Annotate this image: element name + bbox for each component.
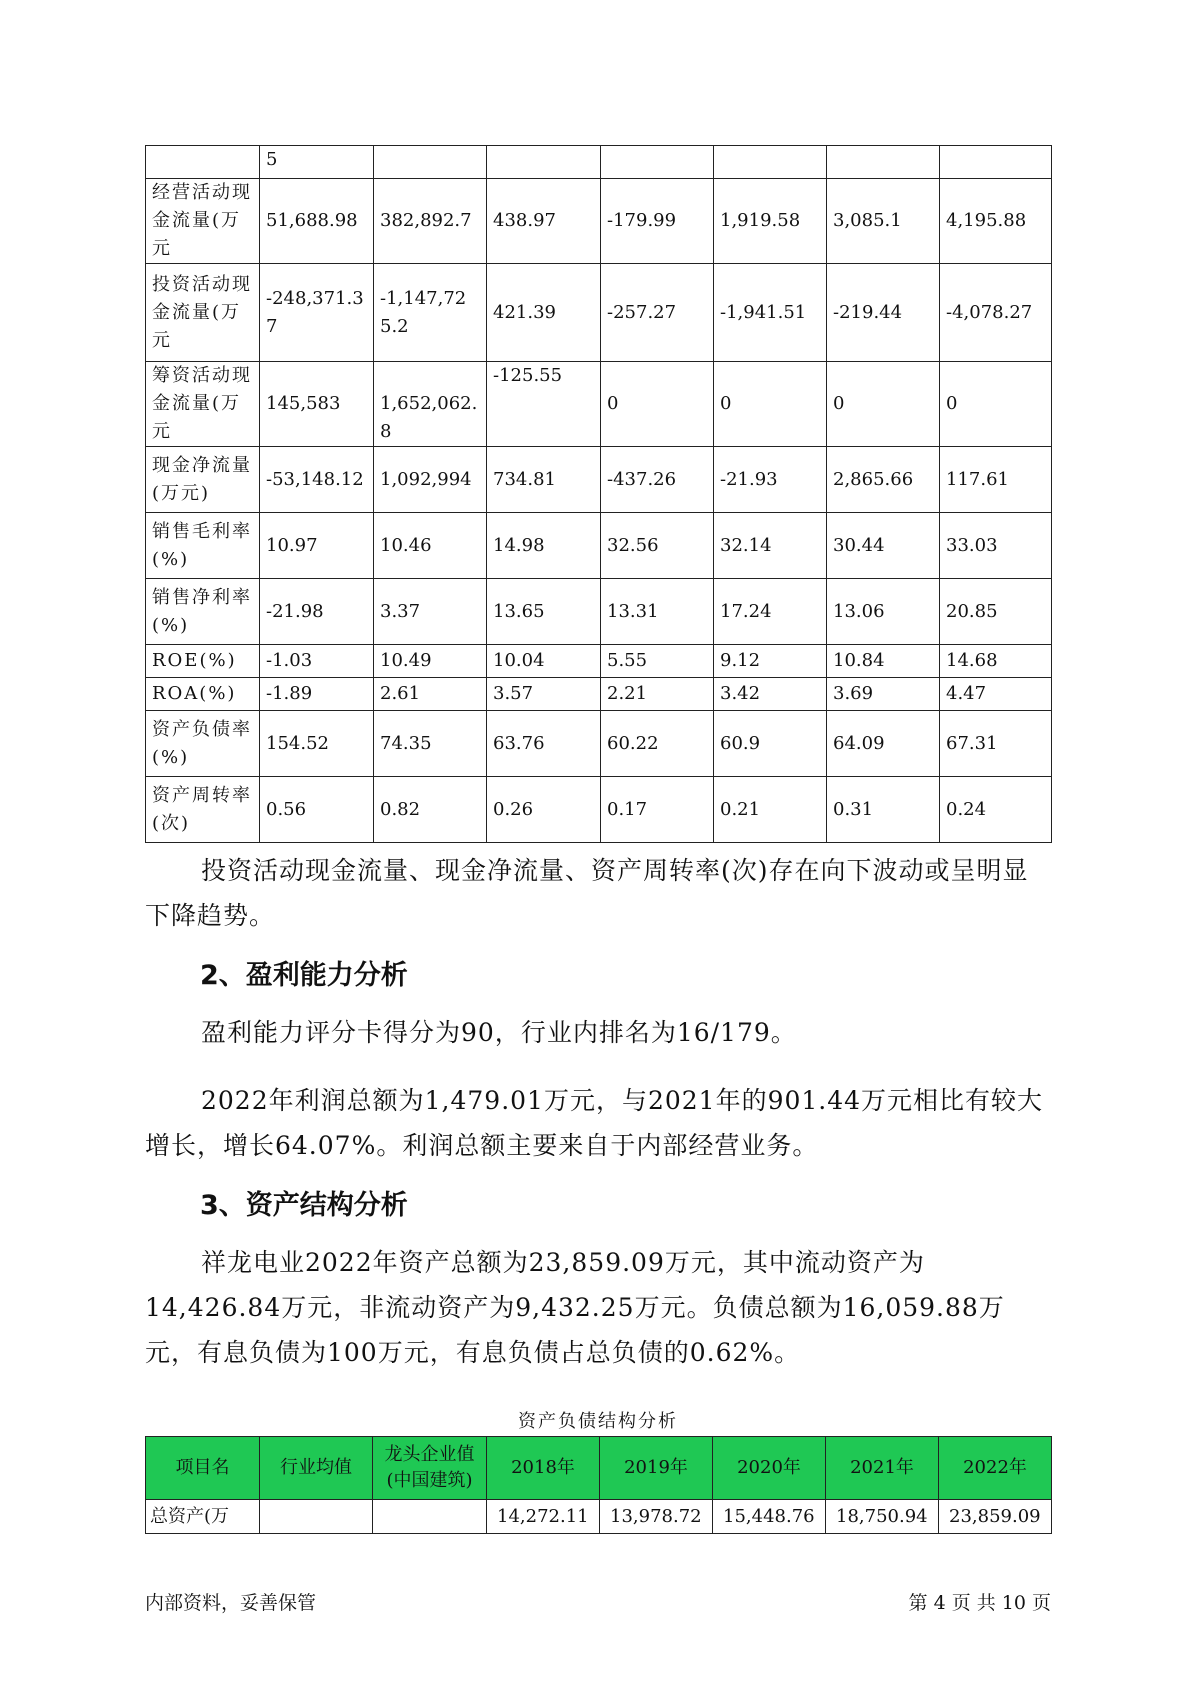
cell: -125.55	[487, 362, 601, 447]
cell: 0.56	[260, 777, 374, 843]
profit-paragraph: 2022年利润总额为1,479.01万元，与2021年的901.44万元相比有较大增长，增长64.07%。利润总额主要来自于内部经营业务。	[145, 1086, 1044, 1160]
cell: 13.65	[487, 579, 601, 645]
cell: 20.85	[940, 579, 1052, 645]
table-row	[146, 777, 1052, 843]
cell: 32.56	[601, 513, 714, 579]
row-label: 资产周转率(次)	[146, 777, 260, 843]
cell: 117.61	[940, 447, 1052, 513]
column-header: 2020年	[713, 1437, 826, 1500]
cell: 60.22	[601, 711, 714, 777]
trend-paragraph: 投资活动现金流量、现金净流量、资产周转率(次)存在向下波动或呈明显下降趋势。	[145, 856, 1029, 930]
cell	[714, 146, 827, 179]
cell: -219.44	[827, 264, 940, 362]
cell	[601, 146, 714, 179]
row-label: 筹资活动现金流量(万元	[146, 362, 260, 447]
cell: 5	[260, 146, 374, 179]
cell: 0.17	[601, 777, 714, 843]
cell: -437.26	[601, 447, 714, 513]
cell	[940, 146, 1052, 179]
table-row	[146, 179, 1052, 264]
cell: 0	[940, 362, 1052, 447]
cell: 382,892.7	[374, 179, 487, 264]
cell: 0.31	[827, 777, 940, 843]
cell: 10.46	[374, 513, 487, 579]
cell: 0	[714, 362, 827, 447]
column-header: 2021年	[826, 1437, 939, 1500]
cell: 33.03	[940, 513, 1052, 579]
cell: 0	[601, 362, 714, 447]
row-label: ROA(%)	[146, 678, 260, 711]
cell: 0.26	[487, 777, 601, 843]
cell: 438.97	[487, 179, 601, 264]
page-number: 第 4 页 共 10 页	[908, 1592, 1051, 1614]
table-row	[146, 645, 1052, 678]
cell: 9.12	[714, 645, 827, 678]
cell: 30.44	[827, 513, 940, 579]
cell: 18,750.94	[826, 1500, 939, 1534]
cell: 14.68	[940, 645, 1052, 678]
table-row	[146, 513, 1052, 579]
row-label	[146, 146, 260, 179]
section-heading-asset-structure: 3、资产结构分析	[200, 1190, 408, 1221]
cell: 13,978.72	[600, 1500, 713, 1534]
column-header: 2022年	[939, 1437, 1052, 1500]
cell: -53,148.12	[260, 447, 374, 513]
cell: 1,652,062.8	[374, 362, 487, 447]
cell	[487, 146, 601, 179]
score-paragraph: 盈利能力评分卡得分为90，行业内排名为16/179。	[201, 1018, 797, 1047]
cell: 0.24	[940, 777, 1052, 843]
table-header-row	[146, 1437, 1052, 1500]
cell: -257.27	[601, 264, 714, 362]
cell: 14,272.11	[487, 1500, 600, 1534]
cell: 734.81	[487, 447, 601, 513]
cell: 0.82	[374, 777, 487, 843]
cell: 23,859.09	[939, 1500, 1052, 1534]
table-row	[146, 1500, 1052, 1534]
row-label: 现金净流量(万元)	[146, 447, 260, 513]
cell: 14.98	[487, 513, 601, 579]
cell: 3.42	[714, 678, 827, 711]
cell: 64.09	[827, 711, 940, 777]
cell: -21.98	[260, 579, 374, 645]
table-row	[146, 146, 1052, 179]
balance-structure-table	[145, 1436, 1052, 1534]
cell: 60.9	[714, 711, 827, 777]
cell: 421.39	[487, 264, 601, 362]
cell: 13.06	[827, 579, 940, 645]
cell: -1.89	[260, 678, 374, 711]
cell: 10.97	[260, 513, 374, 579]
cell: 3.69	[827, 678, 940, 711]
cell: 17.24	[714, 579, 827, 645]
row-label: ROE(%)	[146, 645, 260, 678]
cell: 51,688.98	[260, 179, 374, 264]
table-row	[146, 711, 1052, 777]
column-header: 项目名	[146, 1437, 260, 1500]
cell: 4.47	[940, 678, 1052, 711]
cell: 3.37	[374, 579, 487, 645]
cell: 2.61	[374, 678, 487, 711]
column-header: 2019年	[600, 1437, 713, 1500]
cell: 3,085.1	[827, 179, 940, 264]
cell: -1,941.51	[714, 264, 827, 362]
cell: 10.49	[374, 645, 487, 678]
cell: 2,865.66	[827, 447, 940, 513]
cell: 0	[827, 362, 940, 447]
cell: 10.84	[827, 645, 940, 678]
cell: 145,583	[260, 362, 374, 447]
cell: 2.21	[601, 678, 714, 711]
cell: 0.21	[714, 777, 827, 843]
cell	[260, 1500, 373, 1534]
cell: -248,371.37	[260, 264, 374, 362]
cell: 15,448.76	[713, 1500, 826, 1534]
row-label: 总资产(万	[146, 1500, 260, 1534]
cell	[373, 1500, 487, 1534]
cell: -4,078.27	[940, 264, 1052, 362]
row-label: 销售净利率(%)	[146, 579, 260, 645]
cell: 32.14	[714, 513, 827, 579]
cell	[374, 146, 487, 179]
cell: -1,147,725.2	[374, 264, 487, 362]
section-heading-profitability: 2、盈利能力分析	[200, 960, 408, 991]
row-label: 投资活动现金流量(万元	[146, 264, 260, 362]
cell: 10.04	[487, 645, 601, 678]
confidential-notice: 内部资料，妥善保管	[145, 1592, 317, 1614]
table-row	[146, 678, 1052, 711]
table-row	[146, 362, 1052, 447]
cell: 1,092,994	[374, 447, 487, 513]
cell: 74.35	[374, 711, 487, 777]
cell: 13.31	[601, 579, 714, 645]
column-header: 龙头企业值(中国建筑)	[373, 1437, 487, 1500]
table-row	[146, 447, 1052, 513]
table-row	[146, 579, 1052, 645]
table-caption: 资产负债结构分析	[518, 1411, 678, 1432]
cell: 3.57	[487, 678, 601, 711]
cell: 67.31	[940, 711, 1052, 777]
asset-paragraph: 祥龙电业2022年资产总额为23,859.09万元，其中流动资产为14,426.84万元，非流动资产为9,432.25万元。负债总额为16,059.88万元，有息负债为100万元，有息负债占总负债的0.62%。	[145, 1248, 1005, 1367]
cell: -21.93	[714, 447, 827, 513]
table-row	[146, 264, 1052, 362]
financial-metrics-table	[145, 145, 1052, 843]
cell: 5.55	[601, 645, 714, 678]
cell: 154.52	[260, 711, 374, 777]
cell: 1,919.58	[714, 179, 827, 264]
row-label: 经营活动现金流量(万元	[146, 179, 260, 264]
cell: -1.03	[260, 645, 374, 678]
cell: 4,195.88	[940, 179, 1052, 264]
cell	[827, 146, 940, 179]
row-label: 销售毛利率(%)	[146, 513, 260, 579]
column-header: 行业均值	[260, 1437, 373, 1500]
column-header: 2018年	[487, 1437, 600, 1500]
row-label: 资产负债率(%)	[146, 711, 260, 777]
cell: 63.76	[487, 711, 601, 777]
cell: -179.99	[601, 179, 714, 264]
